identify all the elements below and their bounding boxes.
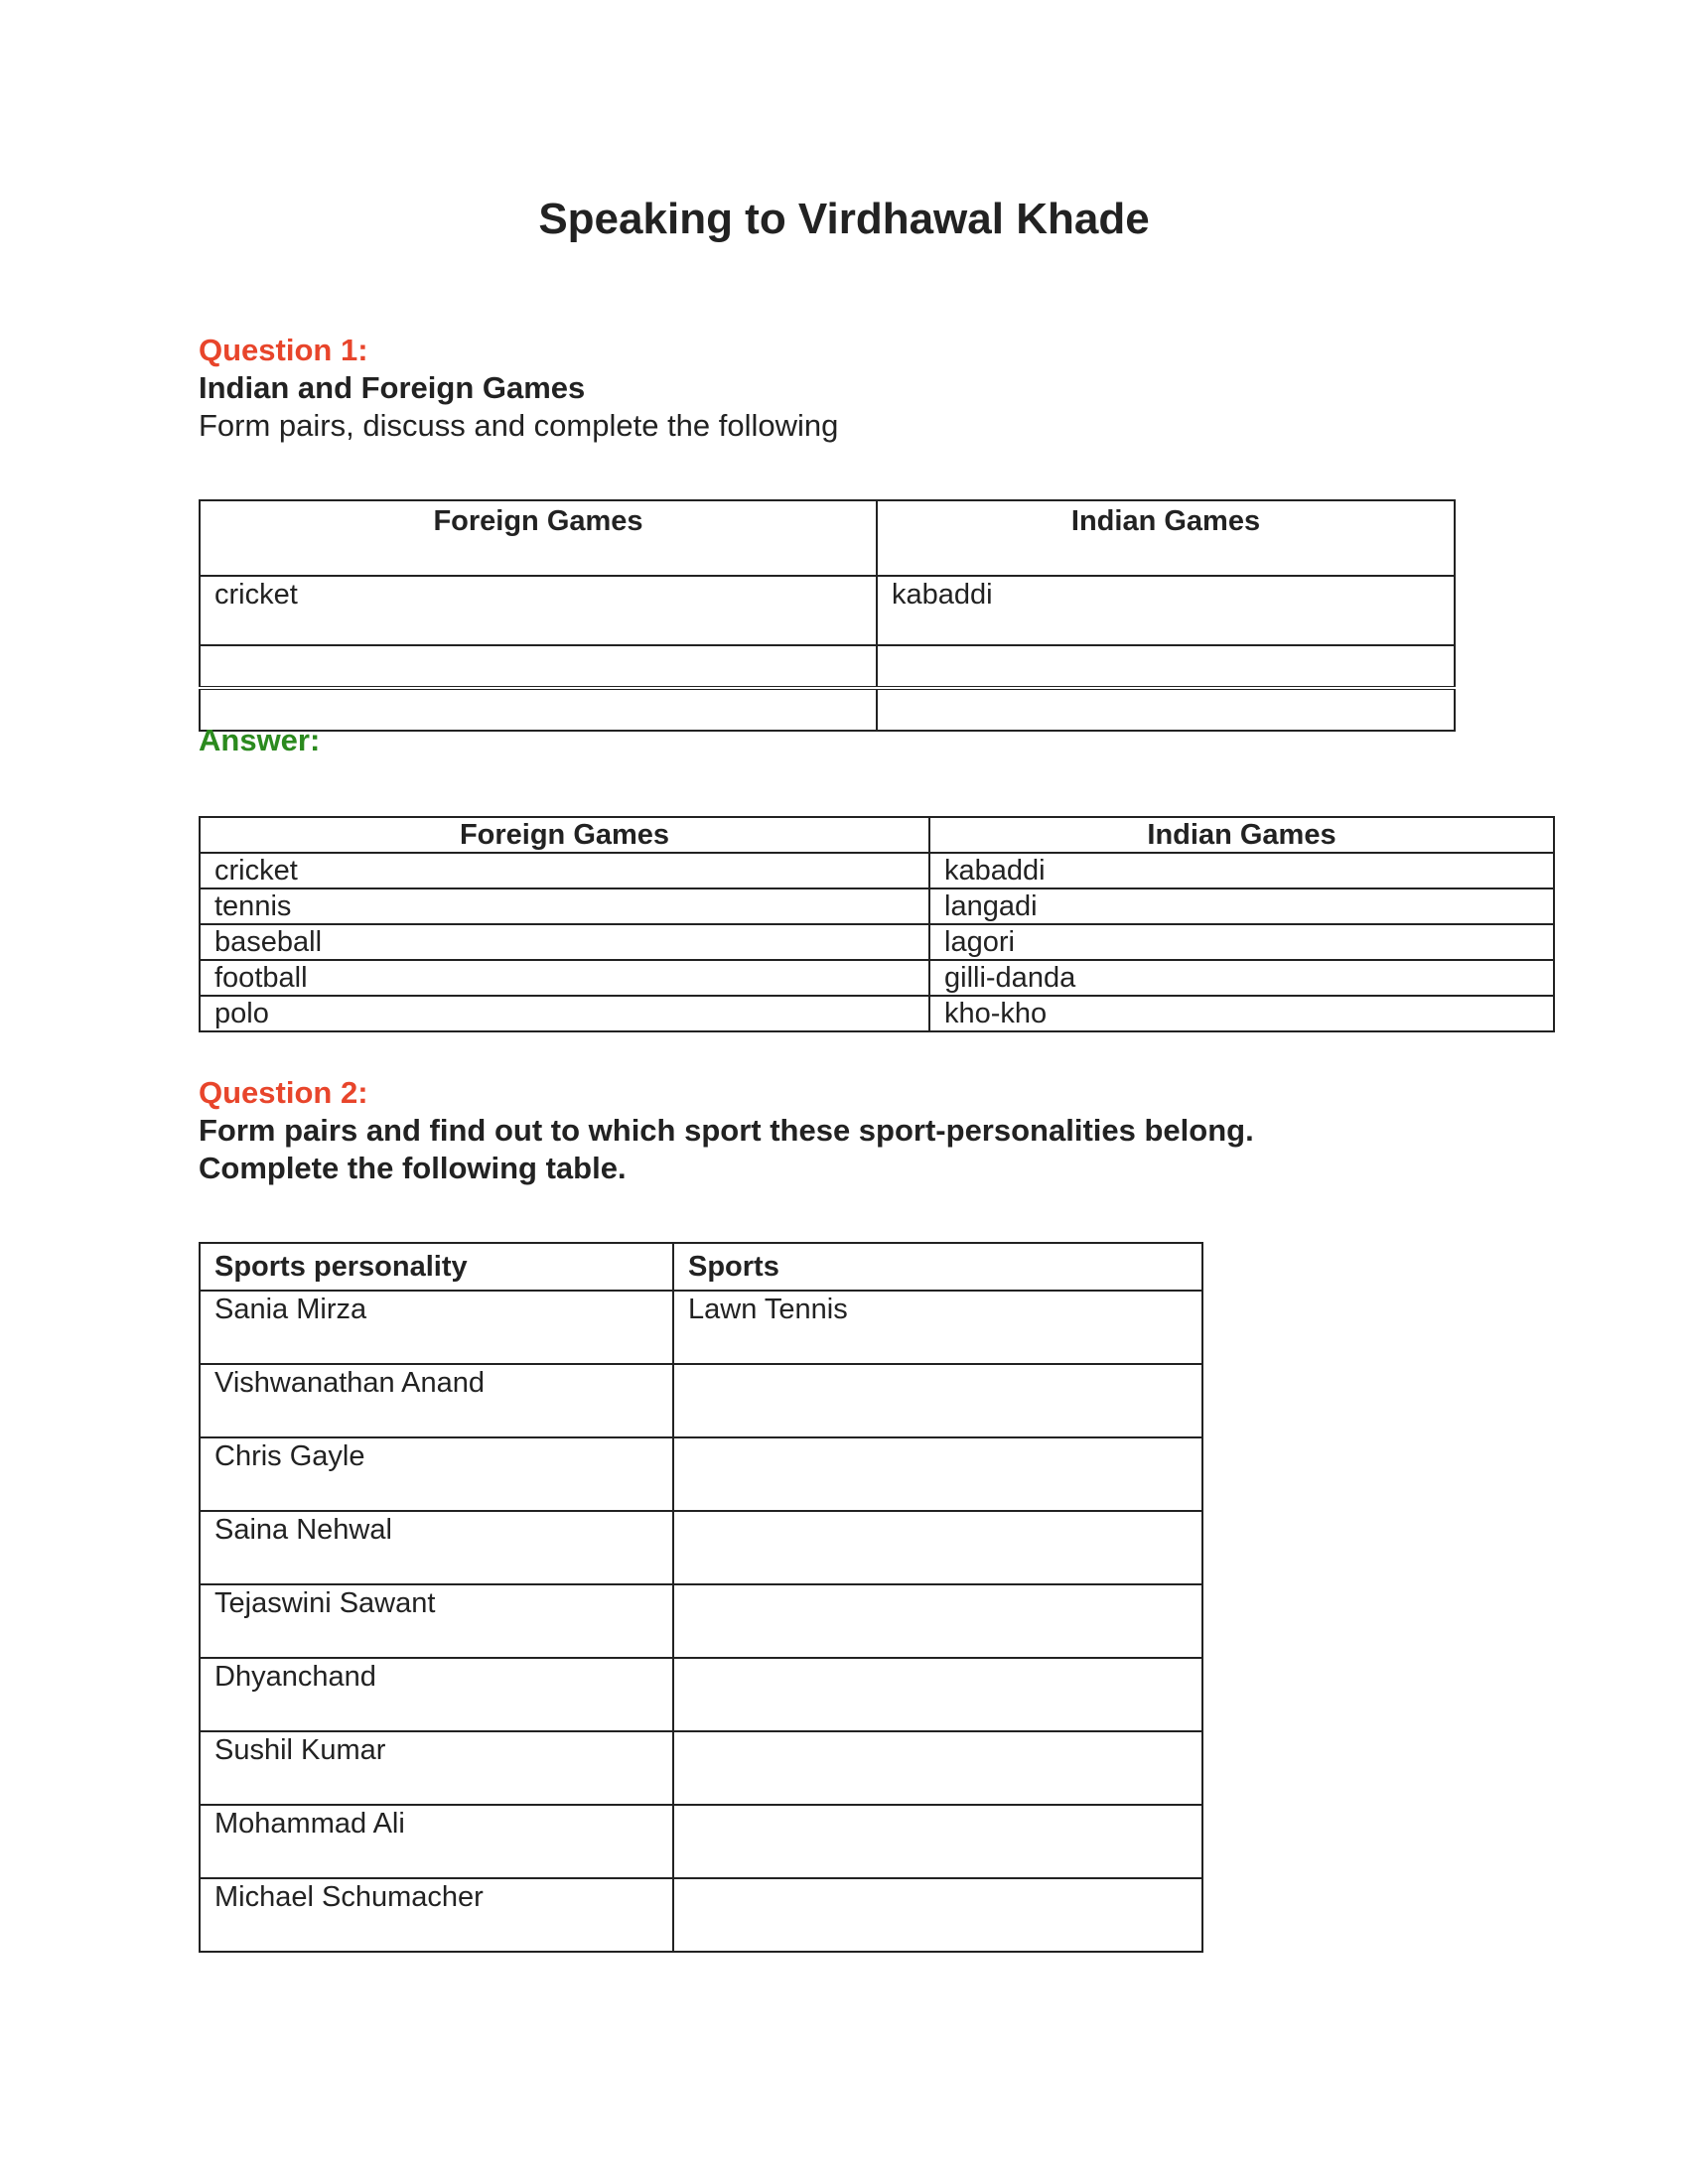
- table-cell: gilli-danda: [929, 960, 1554, 996]
- table-cell[interactable]: [673, 1658, 1202, 1731]
- table-cell: kho-kho: [929, 996, 1554, 1031]
- question-2-label: Question 2:: [199, 1075, 368, 1110]
- table-cell: kabaddi: [929, 853, 1554, 888]
- header-sports-personality: Sports personality: [200, 1243, 673, 1291]
- table-row: [200, 645, 1455, 688]
- table-row: [200, 1364, 1202, 1437]
- question-1-label: Question 1:: [199, 333, 368, 367]
- table-cell[interactable]: [673, 1364, 1202, 1437]
- question-1-subtitle: Indian and Foreign Games: [199, 370, 586, 405]
- table-cell[interactable]: [877, 645, 1455, 688]
- question-1-table: [199, 499, 1456, 732]
- table-cell[interactable]: [877, 688, 1455, 731]
- table-cell: tennis: [200, 888, 929, 924]
- table-header-row: [200, 817, 1554, 853]
- table-row: [200, 960, 1554, 996]
- table-row: [200, 996, 1554, 1031]
- table-cell: langadi: [929, 888, 1554, 924]
- table-cell: baseball: [200, 924, 929, 960]
- table-cell: cricket: [200, 853, 929, 888]
- table-cell[interactable]: [673, 1511, 1202, 1584]
- table-row: [200, 1291, 1202, 1364]
- table-cell[interactable]: [673, 1731, 1202, 1805]
- table-cell[interactable]: [673, 1878, 1202, 1952]
- table-cell[interactable]: [673, 1437, 1202, 1511]
- table-cell: Sushil Kumar: [200, 1731, 673, 1805]
- table-header-row: [200, 1243, 1202, 1291]
- table-row: [200, 1805, 1202, 1878]
- table-cell: Dhyanchand: [200, 1658, 673, 1731]
- table-row: [200, 888, 1554, 924]
- table-cell: lagori: [929, 924, 1554, 960]
- table-row: [200, 1731, 1202, 1805]
- table-header-row: [200, 500, 1455, 576]
- table-cell: cricket: [200, 576, 877, 645]
- answer-label: Answer:: [199, 723, 321, 757]
- table-cell: polo: [200, 996, 929, 1031]
- table-cell: Saina Nehwal: [200, 1511, 673, 1584]
- table-cell: Mohammad Ali: [200, 1805, 673, 1878]
- question-2-section: [199, 1074, 1254, 1187]
- question-2-table: [199, 1242, 1203, 1953]
- table-row: [200, 688, 1455, 731]
- answer-table: [199, 816, 1555, 1032]
- table-cell: football: [200, 960, 929, 996]
- table-row: [200, 1658, 1202, 1731]
- table-cell[interactable]: [673, 1584, 1202, 1658]
- table-cell: Vishwanathan Anand: [200, 1364, 673, 1437]
- table-cell: Michael Schumacher: [200, 1878, 673, 1952]
- header-indian-games: Indian Games: [877, 500, 1455, 576]
- question-2-instruction-line-1: Form pairs and find out to which sport these sport-personalities belong.: [199, 1113, 1254, 1148]
- table-cell: Tejaswini Sawant: [200, 1584, 673, 1658]
- table-row: [200, 1437, 1202, 1511]
- table-row: [200, 924, 1554, 960]
- table-row: [200, 1878, 1202, 1952]
- table-row: [200, 1511, 1202, 1584]
- page-title: Speaking to Virdhawal Khade: [538, 195, 1150, 243]
- header-foreign-games: Foreign Games: [200, 500, 877, 576]
- header-indian-games: Indian Games: [929, 817, 1554, 853]
- question-1-section: [199, 332, 838, 445]
- table-cell: Lawn Tennis: [673, 1291, 1202, 1364]
- table-cell: Chris Gayle: [200, 1437, 673, 1511]
- question-1-instruction: Form pairs, discuss and complete the following: [199, 408, 839, 443]
- header-sports: Sports: [673, 1243, 1202, 1291]
- table-cell[interactable]: [200, 645, 877, 688]
- table-row: [200, 1584, 1202, 1658]
- table-row: [200, 576, 1455, 645]
- table-row: [200, 853, 1554, 888]
- table-cell[interactable]: [673, 1805, 1202, 1878]
- question-2-instruction-line-2: Complete the following table.: [199, 1151, 627, 1185]
- table-cell: kabaddi: [877, 576, 1455, 645]
- answer-section: [199, 723, 320, 758]
- header-foreign-games: Foreign Games: [200, 817, 929, 853]
- table-cell: Sania Mirza: [200, 1291, 673, 1364]
